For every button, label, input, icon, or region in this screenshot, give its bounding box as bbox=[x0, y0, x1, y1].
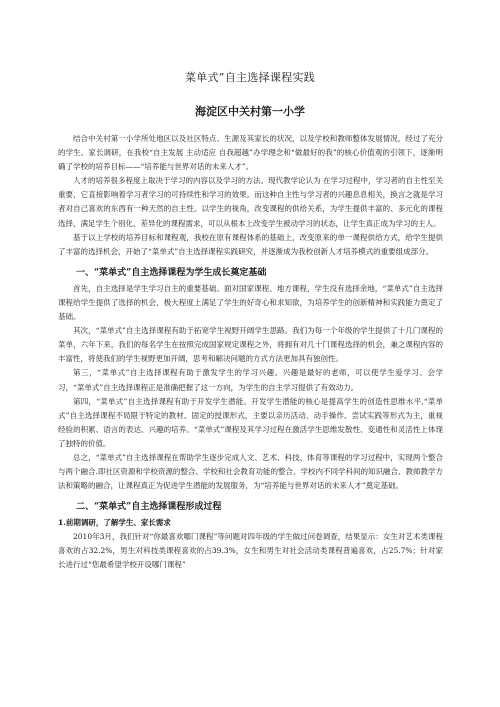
page-title: 菜单式”自主选择课程实践 bbox=[184, 71, 316, 84]
section-paragraph: 其次，“菜单式”自主选择课程有助于拓宽学生视野开阔学生思路。我们为每一个年级的学生提供了十几门课程的菜单，六年下来，我们的每名学生在按照完成国家规定课程之外，将拥有对几十门课程选择的机会，兼之课程内容的丰富性，将使我们的学生视野更加开阔，思考和解决问题的方式方法更加具有独创性。 bbox=[58, 326, 443, 364]
section-paragraph: 第三，“菜单式”自主选择课程有助于激发学生的学习兴趣。兴趣是最好的老师，可以使学生爱学习、会学习，“菜单式”自主选择课程正是准确把握了这一方向，为学生的自主学习提供了有效动力。 bbox=[58, 368, 443, 392]
section-paragraph: 总之，“菜单式”自主选择课程在帮助学生逐步完成人文、艺术、科技、体育等课程的学习过程中，实现两个整合与两个融合.即社区资源和学校资源的整合、学校和社会教育功能的整合、学校内不同学科间的知识融合、教师教学方法和策略的融合，让课程真正为促进学生潜能的发展服务，为“培养能与世界对话的未来人才”奠定基础。 bbox=[58, 452, 443, 491]
intro-paragraph: 基于以上学校的培养目标和课程观，我校在原有课程体系的基础上，改变原来的单一课程供给方式，给学生提供了丰富的选择机会，开始了“菜单式”自主选择课程实践研究，并逐渐成为我校创新人才培养模式的重要组成部分。 bbox=[58, 232, 443, 256]
section-heading: 一、“菜单式”自主选择课程为学生成长奠定基础 bbox=[76, 267, 267, 278]
author-line: 海淀区中关村第一小学 bbox=[195, 105, 305, 118]
section-paragraph: 首先，自主选择是学生学习自主的重要基础。面对国家课程、地方课程，学生没有选择余地，“菜单式”自主选择课程给学生提供了选择的机会，极大程度上满足了学生的好奇心和求知欲，为培养学生的创新精神和实践能力奠定了基础。 bbox=[58, 283, 443, 322]
section-heading: 二、“菜单式”自主选择课程形成过程 bbox=[76, 502, 222, 513]
intro-paragraph: 结合中关村第一小学所处地区以及社区特点、生源及其家长的状况，以及学校和教师整体发展情况，经过了充分的学生、家长调研，在我校“自主发展 主动适应 自我超越”办学理念和“做最好的我”的核心价值观的引领下，逐渐明确了学校的培养目标——“培养能与世界对话的未来人才”。 bbox=[58, 134, 443, 172]
section-paragraph: 第四，“菜单式”自主选择课程有助于开发学生潜能。开发学生潜能的核心是提高学生的创造性思维水平,“菜单式”自主选择课程不局限于特定的教材、固定的授课形式，主要以亲历活动、动手操作、尝试实践等形式为主，重视经验的积累、语言的表达、兴趣的培养。“菜单式”课程及其学习过程在激活学生思维发散性、变通性和灵活性上体现了独特的价值。 bbox=[58, 396, 443, 448]
document-body bbox=[58, 132, 443, 573]
subsection-heading: 1.前期调研，了解学生、家长需求 bbox=[58, 518, 171, 528]
intro-paragraph: 人才的培养很多程度上取决于学习的内容以及学习的方法。现代教学论认为 在学习过程中，学习者的自主性至关重要，它直接影响着学习者学习的可持续性和学习的效果。而这种自主性与学习者的兴趣息息相关，换言之就是学习者对自己喜欢的东西有一种天然的自主性。以学生的视角，改变课程的供给关系，为学生提供丰富的、多元化的课程选择，满足学生个别化、差异化的课程需求，可以从根本上改变学生被动学习的状态，让学生真正成为学习的主人。 bbox=[58, 176, 443, 228]
section-paragraph: 2010年3月，我们针对“你最喜欢哪门课程”等问题对四年级的学生做过问卷调查，结果显示：女生对艺术类课程喜欢的占32.2%，男生对科技类课程喜欢的占39.3%，女生和男生对社会活动类课程普遍喜欢，占25.7%；针对家长进行过“您最希望学校开设哪门课程” bbox=[58, 532, 443, 570]
